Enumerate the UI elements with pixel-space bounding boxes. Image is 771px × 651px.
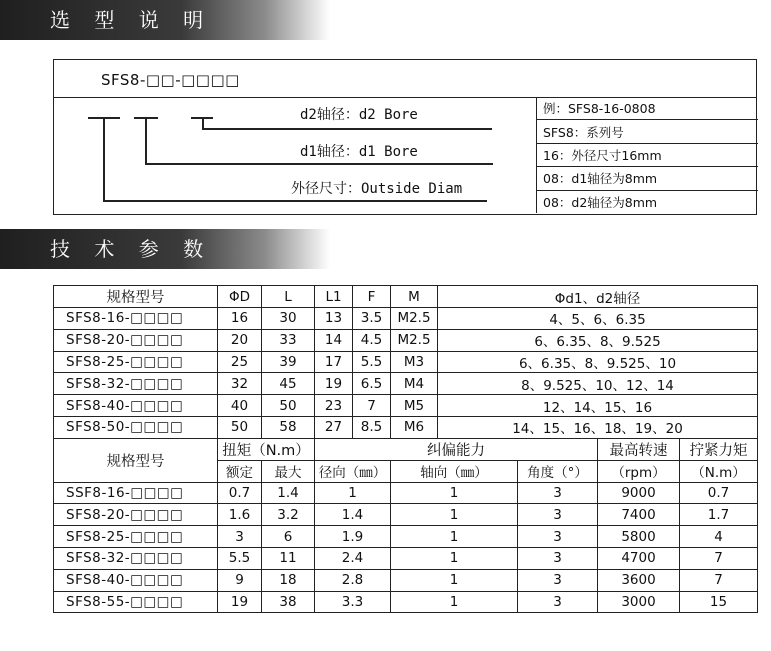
col-header: Φd1、d2轴径: [438, 286, 758, 308]
cell: 4.5: [353, 329, 391, 351]
cell: 1.4: [262, 482, 315, 504]
cell: 6: [262, 526, 315, 548]
bracket-line: [145, 163, 493, 165]
cell: 40: [218, 395, 262, 417]
cell: SFS8-20-□□□□: [54, 329, 218, 351]
cell: 13: [315, 308, 353, 330]
col-subheader: 径向（㎜）: [315, 460, 391, 482]
section-title-selection: 选 型 说 明: [0, 0, 330, 40]
table-row: [54, 569, 758, 591]
cell: 38: [262, 591, 315, 613]
cell: M4: [391, 373, 438, 395]
cell: 14: [315, 329, 353, 351]
callout-d2-bore: d2轴径：d2 Bore: [300, 107, 418, 123]
cell: 30: [262, 308, 315, 330]
perf-header-row: [54, 438, 758, 460]
cell: 32: [218, 373, 262, 395]
col-header: 规格型号: [54, 286, 218, 308]
cell: 20: [218, 329, 262, 351]
cell: SFS8-16-□□□□: [54, 308, 218, 330]
cell: 4: [680, 526, 758, 548]
cell: 19: [218, 591, 262, 613]
cell: 3.3: [315, 591, 391, 613]
cell: 7: [680, 547, 758, 569]
cell: SFS8-40-□□□□: [54, 569, 218, 591]
cell: 3000: [598, 591, 680, 613]
table-row: [54, 526, 758, 548]
cell: 3: [218, 526, 262, 548]
cell: 7400: [598, 504, 680, 526]
table-row: [54, 482, 758, 504]
cell: 15: [680, 591, 758, 613]
section-title-params: 技 术 参 数: [0, 229, 330, 269]
bracket-line: [103, 117, 105, 200]
model-code: SFS8-□□-□□□□: [101, 71, 240, 89]
table-row: [54, 395, 758, 417]
col-header: M: [391, 286, 438, 308]
cell: 9000: [598, 482, 680, 504]
callout-d1-bore: d1轴径：d1 Bore: [300, 144, 418, 160]
cell: 23: [315, 395, 353, 417]
col-header: L: [262, 286, 315, 308]
cell: 58: [262, 416, 315, 438]
cell: SFS8-50-□□□□: [54, 416, 218, 438]
cell: 5800: [598, 526, 680, 548]
table-row: [54, 373, 758, 395]
cell: 16: [218, 308, 262, 330]
cell: SFS8-20-□□□□: [54, 504, 218, 526]
cell: 33: [262, 329, 315, 351]
cell: 1.4: [315, 504, 391, 526]
cell: 0.7: [680, 482, 758, 504]
cell: 3.2: [262, 504, 315, 526]
table-row: [54, 591, 758, 613]
col-subheader: 角度（°）: [518, 460, 598, 482]
cell: 25: [218, 351, 262, 373]
cell: 1.6: [218, 504, 262, 526]
cell: M2.5: [391, 329, 438, 351]
cell: 50: [218, 416, 262, 438]
cell: M6: [391, 416, 438, 438]
cell: 5.5: [353, 351, 391, 373]
dims-header-row: [54, 286, 758, 308]
cell: M5: [391, 395, 438, 417]
cell: M3: [391, 351, 438, 373]
table-row: [54, 351, 758, 373]
cell: 0.7: [218, 482, 262, 504]
cell: 3: [518, 591, 598, 613]
cell: 7: [353, 395, 391, 417]
col-subheader: （rpm）: [598, 460, 680, 482]
example-table: [536, 97, 758, 213]
bracket-line: [103, 200, 487, 202]
cell: 4700: [598, 547, 680, 569]
cell: 9: [218, 569, 262, 591]
table-row: [54, 547, 758, 569]
col-header: 纠偏能力: [315, 438, 598, 460]
cell: SSF8-16-□□□□: [54, 482, 218, 504]
cell: 14、15、16、18、19、20: [438, 416, 758, 438]
col-header: 最高转速: [598, 438, 680, 460]
cell: 39: [262, 351, 315, 373]
cell: 6、6.35、8、9.525: [438, 329, 758, 351]
cell: 19: [315, 373, 353, 395]
cell: 8.5: [353, 416, 391, 438]
selection-diagram: [53, 59, 757, 215]
cell: 3: [518, 569, 598, 591]
cell: 5.5: [218, 547, 262, 569]
table-row: [54, 504, 758, 526]
cell: 3.5: [353, 308, 391, 330]
cell: 3: [518, 547, 598, 569]
cell: 50: [262, 395, 315, 417]
bracket-line: [202, 128, 492, 130]
col-subheader: 额定: [218, 460, 262, 482]
cell: 45: [262, 373, 315, 395]
cell: SFS8-55-□□□□: [54, 591, 218, 613]
example-line: SFS8：系列号: [537, 120, 759, 143]
col-header: L1: [315, 286, 353, 308]
cell: 1.7: [680, 504, 758, 526]
cell: 1: [391, 591, 518, 613]
example-line: 例：SFS8-16-0808: [537, 97, 759, 120]
cell: 27: [315, 416, 353, 438]
cell: 18: [262, 569, 315, 591]
cell: SFS8-25-□□□□: [54, 526, 218, 548]
cell: 3: [518, 526, 598, 548]
table-row: [54, 416, 758, 438]
cell: 1: [315, 482, 391, 504]
cell: 17: [315, 351, 353, 373]
cell: SFS8-32-□□□□: [54, 373, 218, 395]
table-row: [54, 329, 758, 351]
cell: M2.5: [391, 308, 438, 330]
cell: 1: [391, 547, 518, 569]
cell: 6、6.35、8、9.525、10: [438, 351, 758, 373]
col-subheader: （N.m）: [680, 460, 758, 482]
example-line: 16：外径尺寸16mm: [537, 143, 759, 166]
bracket-line: [202, 117, 204, 128]
params-table: [53, 285, 758, 613]
cell: 1.9: [315, 526, 391, 548]
col-header: 规格型号: [54, 438, 218, 482]
cell: 11: [262, 547, 315, 569]
cell: 1: [391, 482, 518, 504]
cell: 8、9.525、10、12、14: [438, 373, 758, 395]
cell: 1: [391, 504, 518, 526]
cell: 7: [680, 569, 758, 591]
cell: 1: [391, 526, 518, 548]
cell: 3: [518, 504, 598, 526]
cell: 4、5、6、6.35: [438, 308, 758, 330]
col-subheader: 最大: [262, 460, 315, 482]
cell: SFS8-32-□□□□: [54, 547, 218, 569]
cell: 12、14、15、16: [438, 395, 758, 417]
cell: 2.4: [315, 547, 391, 569]
callout-outside-diam: 外径尺寸：Outside Diam: [291, 181, 463, 197]
bracket-line: [145, 117, 147, 163]
example-line: 08：d1轴径为8mm: [537, 167, 759, 190]
col-subheader: 轴向（㎜）: [391, 460, 518, 482]
col-header: 拧紧力矩: [680, 438, 758, 460]
cell: 2.8: [315, 569, 391, 591]
cell: SFS8-25-□□□□: [54, 351, 218, 373]
col-header: F: [353, 286, 391, 308]
example-line: 08：d2轴径为8mm: [537, 190, 759, 213]
cell: 6.5: [353, 373, 391, 395]
cell: 3600: [598, 569, 680, 591]
col-header: ΦD: [218, 286, 262, 308]
cell: 1: [391, 569, 518, 591]
col-header: 扭矩（N.m）: [218, 438, 315, 460]
cell: 3: [518, 482, 598, 504]
cell: SFS8-40-□□□□: [54, 395, 218, 417]
table-row: [54, 308, 758, 330]
